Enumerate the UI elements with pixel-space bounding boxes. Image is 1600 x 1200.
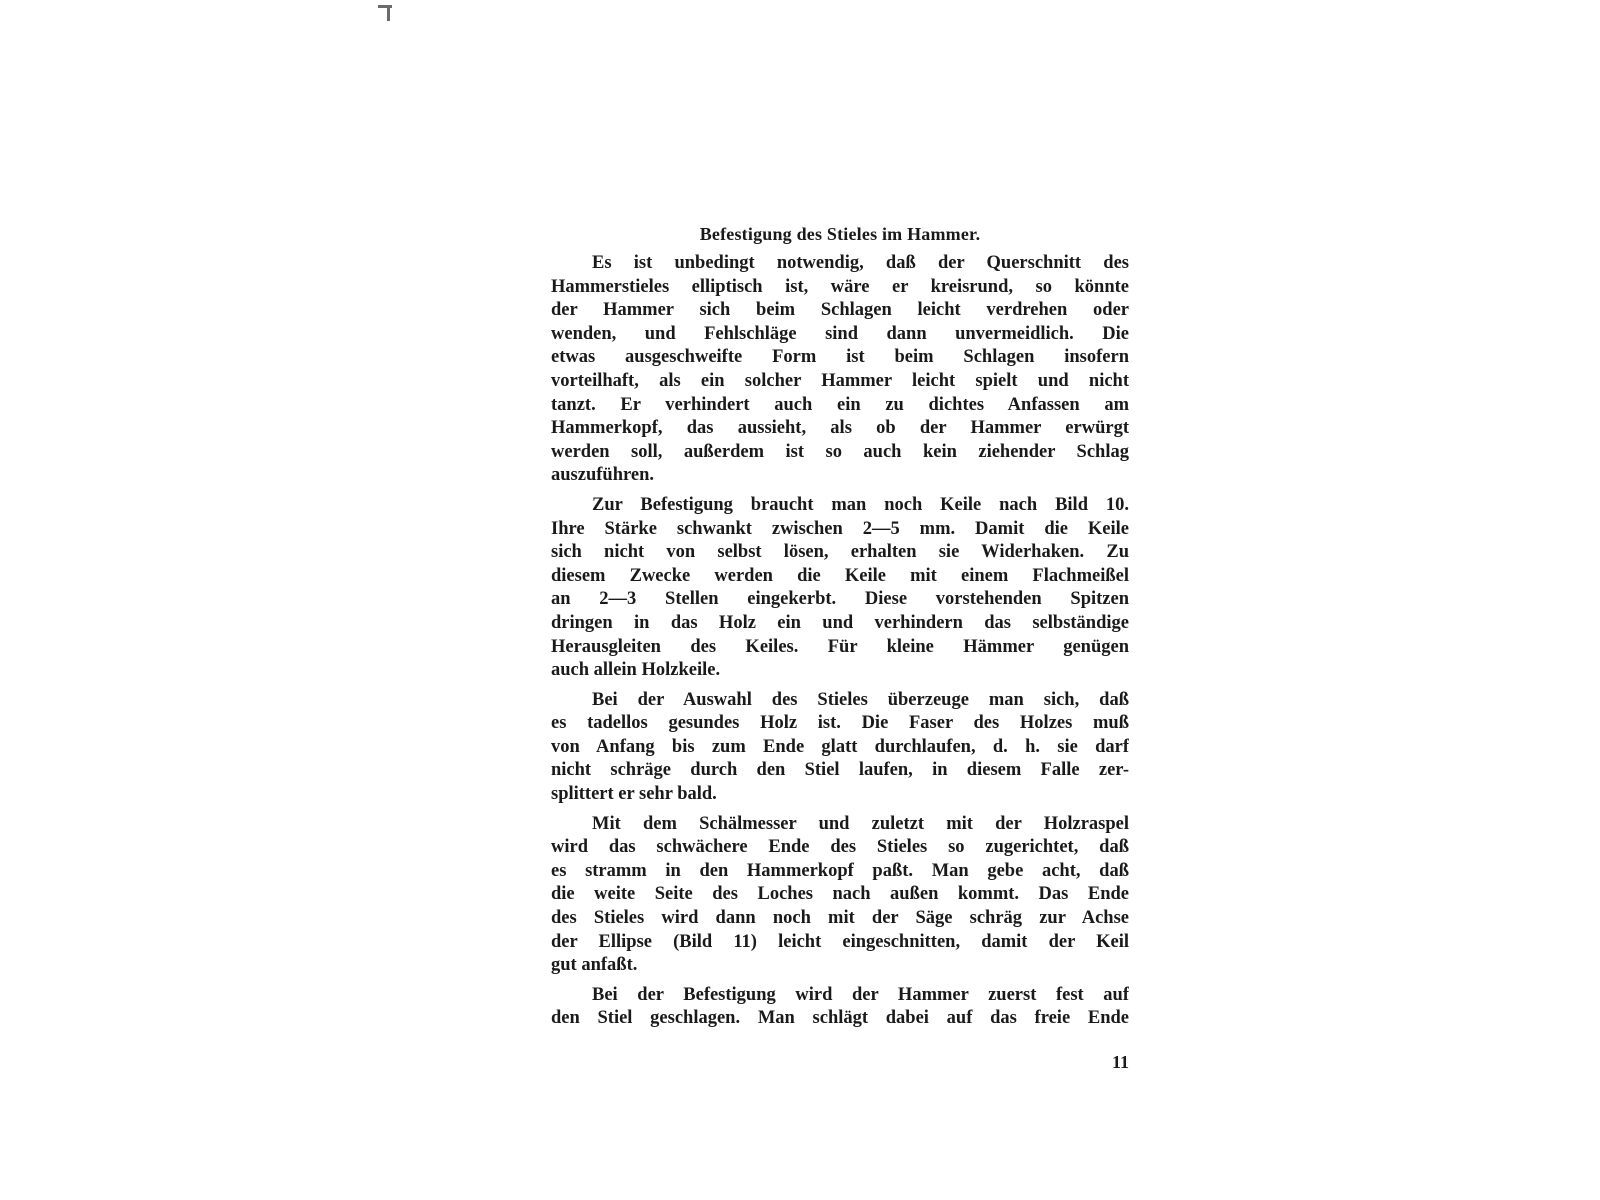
text-line: des Stieles wird dann noch mit der Säge schräg zur Achse xyxy=(551,908,1129,929)
text-line: sich nicht von selbst lösen, erhalten sie Widerhaken. Zu xyxy=(551,542,1129,563)
text-line: Bei der Befestigung wird der Hammer zuerst fest auf xyxy=(592,984,1129,1005)
page-number: 11 xyxy=(1111,1052,1129,1072)
text-line: auszuführen. xyxy=(551,465,654,486)
text-line: wird das schwächere Ende des Stieles so zugerichtet, daß xyxy=(551,837,1129,858)
text-line: Bei der Auswahl des Stieles überzeuge man sich, daß xyxy=(592,689,1129,710)
page-text-block xyxy=(551,222,1129,1037)
paragraph xyxy=(551,252,1129,488)
paragraph xyxy=(551,813,1129,978)
text-line: tanzt. Er verhindert auch ein zu dichtes Anfassen am xyxy=(551,394,1129,415)
text-line: vorteilhaft, als ein solcher Hammer leicht spielt und nicht xyxy=(551,370,1129,391)
text-line: es stramm in den Hammerkopf paßt. Man gebe acht, daß xyxy=(551,860,1129,881)
text-line: den Stiel geschlagen. Man schlägt dabei auf das freie Ende xyxy=(551,1008,1129,1029)
paragraph xyxy=(551,984,1129,1031)
text-line: Mit dem Schälmesser und zuletzt mit der Holzraspel xyxy=(592,813,1129,834)
text-line: auch allein Holzkeile. xyxy=(551,660,721,681)
text-line: dringen in das Holz ein und verhindern das selbständige xyxy=(551,612,1129,633)
page-corner-mark xyxy=(378,5,392,21)
text-line: Herausgleiten des Keiles. Für kleine Hämmer genügen xyxy=(551,636,1129,657)
text-line: von Anfang bis zum Ende glatt durchlaufen, d. h. sie darf xyxy=(551,736,1129,757)
text-line: gut anfaßt. xyxy=(551,955,638,976)
text-line: splittert er sehr bald. xyxy=(551,784,717,805)
text-line: die weite Seite des Loches nach außen kommt. Das Ende xyxy=(551,884,1129,905)
section-heading: Befestigung des Stieles im Hammer. xyxy=(699,224,981,244)
text-line: wenden, und Fehlschläge sind dann unvermeidlich. Die xyxy=(551,323,1129,344)
text-line: es tadellos gesundes Holz ist. Die Faser des Holzes muß xyxy=(551,713,1129,734)
page-corner-mark-stem xyxy=(387,5,390,21)
text-line: etwas ausgeschweifte Form ist beim Schlagen insofern xyxy=(551,347,1129,368)
text-line: Es ist unbedingt notwendig, daß der Querschnitt des xyxy=(592,253,1129,273)
text-line: werden soll, außerdem ist so auch kein ziehender Schlag xyxy=(551,441,1129,462)
text-line: Hammerstieles elliptisch ist, wäre er kreisrund, so könnte xyxy=(551,276,1129,297)
text-line: der Ellipse (Bild 11) leicht eingeschnitten, damit der Keil xyxy=(551,931,1129,952)
text-line: Ihre Stärke schwankt zwischen 2—5 mm. Damit die Keile xyxy=(551,518,1129,539)
text-line: an 2—3 Stellen eingekerbt. Diese vorstehenden Spitzen xyxy=(551,589,1129,610)
text-line: Hammerkopf, das aussieht, als ob der Hammer erwürgt xyxy=(551,418,1129,439)
paragraph xyxy=(551,689,1129,807)
text-line: Zur Befestigung braucht man noch Keile nach Bild 10. xyxy=(592,494,1129,515)
body-text xyxy=(551,252,1129,1031)
paragraph xyxy=(551,494,1129,683)
text-line: nicht schräge durch den Stiel laufen, in diesem Falle zer- xyxy=(551,760,1129,781)
text-line: der Hammer sich beim Schlagen leicht verdrehen oder xyxy=(551,300,1129,321)
text-line: diesem Zwecke werden die Keile mit einem Flachmeißel xyxy=(551,565,1129,586)
